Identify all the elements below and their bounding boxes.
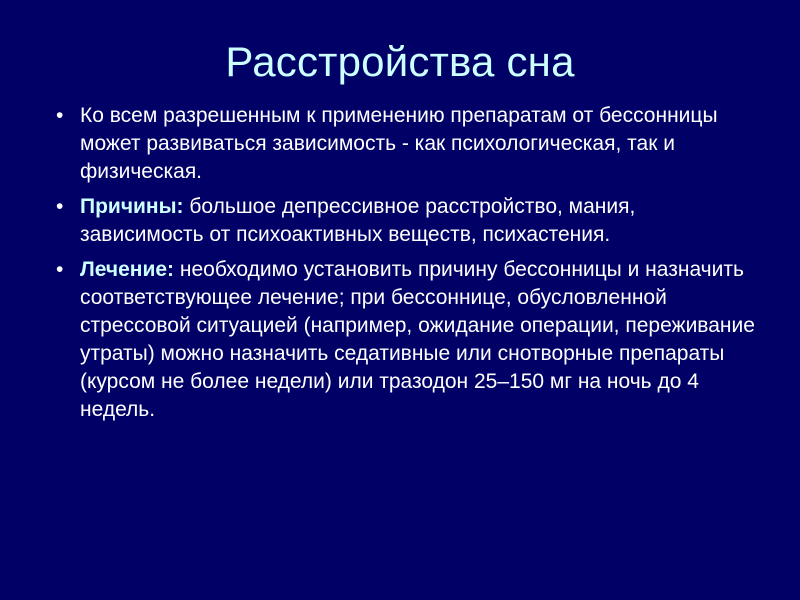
slide-title: Расстройства сна (225, 38, 575, 85)
bullet-text: необходимо установить причину бессонницы и назначить соответствующее лечение; при бессоннице, обусловленной стрессовой ситуацией (например, ожидание операции, переживание утраты) можно назначить седативные или снотворные препараты (курсом не более недели) или тразодон 25–150 мг на ночь до 4 недель. (80, 258, 755, 421)
bullet-item-treatment (56, 256, 756, 424)
bullet-dot-icon: • (56, 104, 64, 127)
bullet-list (56, 102, 756, 431)
bullet-item-dependence (56, 102, 756, 186)
bullet-text: Ко всем разрешенным к применению препаратам от бессонницы может развиваться зависимость - как психологическая, так и физическая. (80, 104, 718, 183)
bullet-dot-icon: • (56, 195, 64, 218)
bullet-item-causes (56, 193, 756, 249)
bullet-dot-icon: • (56, 258, 64, 281)
bullet-text: большое депрессивное расстройство, мания, зависимость от психоактивных веществ, психастения. (80, 195, 636, 246)
bullet-label-causes: Причины: (80, 195, 184, 218)
bullet-label-treatment: Лечение: (80, 258, 175, 281)
